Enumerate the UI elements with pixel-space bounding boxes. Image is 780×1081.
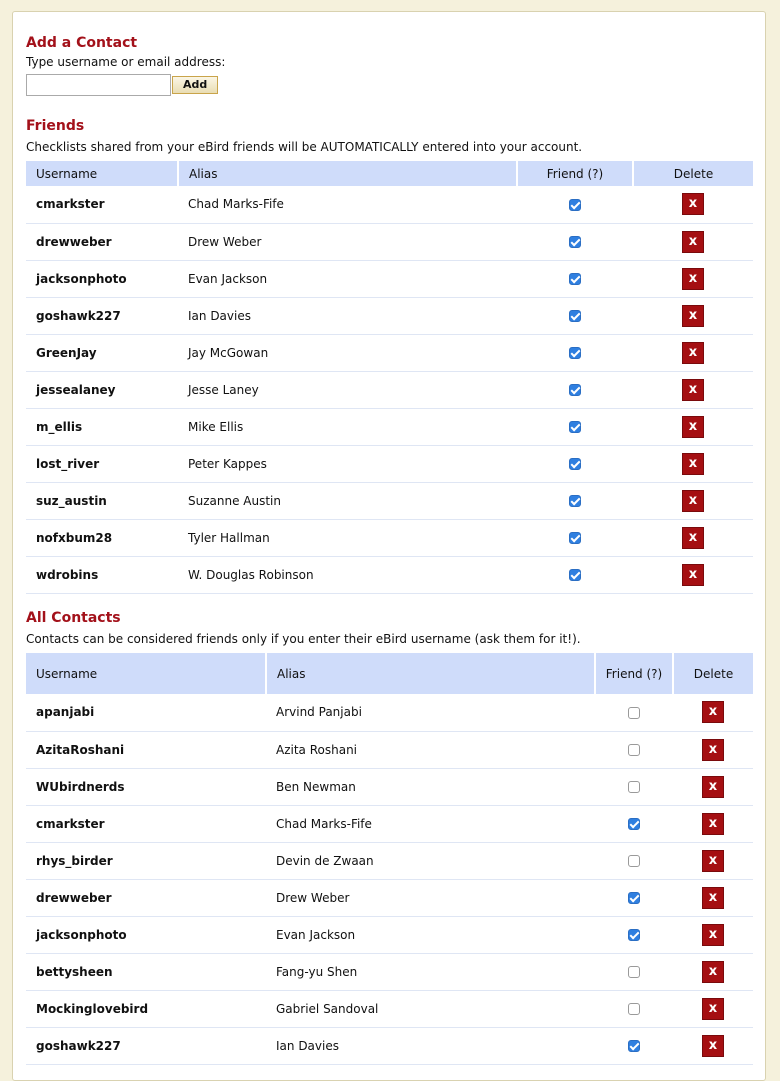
alias-cell: Peter Kappes	[178, 445, 517, 482]
friend-cell	[517, 334, 633, 371]
friend-checkbox[interactable]	[628, 1003, 640, 1015]
friend-cell	[595, 990, 673, 1027]
delete-cell	[633, 408, 753, 445]
friend-checkbox[interactable]	[569, 273, 581, 285]
friend-checkbox[interactable]	[569, 310, 581, 322]
friend-cell	[517, 408, 633, 445]
friend-cell	[595, 805, 673, 842]
friend-cell	[517, 482, 633, 519]
friend-cell	[517, 186, 633, 223]
friends-description: Checklists shared from your eBird friends will be AUTOMATICALLY entered into your account.	[26, 140, 583, 154]
username-cell: rhys_birder	[26, 842, 266, 879]
friend-checkbox[interactable]	[569, 495, 581, 507]
contacts-panel	[12, 11, 766, 1081]
delete-cell	[633, 445, 753, 482]
friend-cell	[595, 731, 673, 768]
delete-button[interactable]: x	[682, 305, 704, 327]
alias-cell: W. Douglas Robinson	[178, 556, 517, 593]
username-cell: jacksonphoto	[26, 260, 178, 297]
delete-cell	[673, 694, 753, 731]
all-contacts-header-username[interactable]: Username	[26, 653, 266, 694]
friend-checkbox[interactable]	[569, 236, 581, 248]
delete-button[interactable]: x	[702, 813, 724, 835]
table-row	[26, 519, 753, 556]
alias-cell: Drew Weber	[266, 879, 595, 916]
friend-checkbox[interactable]	[628, 855, 640, 867]
table-row	[26, 1027, 753, 1064]
alias-cell: Drew Weber	[178, 223, 517, 260]
username-cell: cmarkster	[26, 805, 266, 842]
delete-cell	[673, 731, 753, 768]
table-row	[26, 445, 753, 482]
delete-cell	[673, 879, 753, 916]
delete-button[interactable]: x	[702, 998, 724, 1020]
table-row	[26, 556, 753, 593]
add-contact-title: Add a Contact	[26, 35, 138, 51]
delete-cell	[633, 297, 753, 334]
friend-cell	[595, 879, 673, 916]
alias-cell: Arvind Panjabi	[266, 694, 595, 731]
alias-cell: Jay McGowan	[178, 334, 517, 371]
delete-button[interactable]: x	[682, 416, 704, 438]
alias-cell: Azita Roshani	[266, 731, 595, 768]
friend-checkbox[interactable]	[628, 929, 640, 941]
alias-cell: Suzanne Austin	[178, 482, 517, 519]
delete-cell	[673, 805, 753, 842]
add-contact-row	[26, 74, 225, 96]
friends-header-username[interactable]: Username	[26, 161, 178, 186]
friend-checkbox[interactable]	[628, 892, 640, 904]
delete-cell	[633, 186, 753, 223]
friend-cell	[595, 953, 673, 990]
add-contact-instructions: Type username or email address:	[26, 55, 226, 69]
all-contacts-table	[26, 653, 753, 1065]
delete-cell	[633, 371, 753, 408]
delete-cell	[633, 482, 753, 519]
delete-button[interactable]: x	[702, 961, 724, 983]
table-row	[26, 731, 753, 768]
delete-cell	[673, 842, 753, 879]
friend-cell	[595, 842, 673, 879]
friend-cell	[517, 260, 633, 297]
table-row	[26, 990, 753, 1027]
delete-button[interactable]: x	[682, 379, 704, 401]
alias-cell: Tyler Hallman	[178, 519, 517, 556]
all-contacts-title: All Contacts	[26, 610, 121, 626]
delete-button[interactable]: x	[682, 527, 704, 549]
delete-button[interactable]: x	[682, 490, 704, 512]
delete-button[interactable]: x	[682, 342, 704, 364]
friend-checkbox[interactable]	[569, 421, 581, 433]
username-cell: apanjabi	[26, 694, 266, 731]
all-contacts-header-friend[interactable]: Friend (?)	[595, 653, 673, 694]
friend-cell	[517, 445, 633, 482]
alias-cell: Chad Marks-Fife	[266, 805, 595, 842]
table-row	[26, 768, 753, 805]
delete-cell	[633, 519, 753, 556]
delete-button[interactable]: x	[682, 268, 704, 290]
friend-cell	[517, 223, 633, 260]
delete-cell	[673, 990, 753, 1027]
username-cell: AzitaRoshani	[26, 731, 266, 768]
friend-checkbox[interactable]	[628, 744, 640, 756]
username-cell: drewweber	[26, 223, 178, 260]
username-cell: goshawk227	[26, 1027, 266, 1064]
delete-button[interactable]: x	[702, 1035, 724, 1057]
delete-cell	[633, 260, 753, 297]
alias-cell: Mike Ellis	[178, 408, 517, 445]
friends-header-alias[interactable]: Alias	[178, 161, 517, 186]
delete-button[interactable]: x	[682, 193, 704, 215]
alias-cell: Chad Marks-Fife	[178, 186, 517, 223]
friend-cell	[517, 297, 633, 334]
add-contact-section	[26, 35, 225, 96]
delete-cell	[673, 953, 753, 990]
table-row	[26, 297, 753, 334]
friends-header-row	[26, 161, 753, 186]
username-cell: Mockinglovebird	[26, 990, 266, 1027]
friend-checkbox[interactable]	[569, 569, 581, 581]
alias-cell: Devin de Zwaan	[266, 842, 595, 879]
table-row	[26, 805, 753, 842]
alias-cell: Gabriel Sandoval	[266, 990, 595, 1027]
delete-button[interactable]: x	[702, 850, 724, 872]
friend-cell	[517, 556, 633, 593]
friend-cell	[595, 1027, 673, 1064]
friend-checkbox[interactable]	[628, 966, 640, 978]
alias-cell: Evan Jackson	[266, 916, 595, 953]
username-cell: nofxbum28	[26, 519, 178, 556]
alias-cell: Jesse Laney	[178, 371, 517, 408]
table-row	[26, 842, 753, 879]
username-cell: jacksonphoto	[26, 916, 266, 953]
username-cell: suz_austin	[26, 482, 178, 519]
delete-cell	[673, 768, 753, 805]
friend-checkbox[interactable]	[569, 347, 581, 359]
delete-cell	[633, 223, 753, 260]
friend-checkbox[interactable]	[569, 199, 581, 211]
friend-checkbox[interactable]	[628, 707, 640, 719]
alias-cell: Ian Davies	[266, 1027, 595, 1064]
table-row	[26, 223, 753, 260]
friend-checkbox[interactable]	[569, 384, 581, 396]
table-row	[26, 482, 753, 519]
all-contacts-header-alias[interactable]: Alias	[266, 653, 595, 694]
delete-button[interactable]: x	[702, 887, 724, 909]
add-button[interactable]: Add	[172, 76, 218, 94]
table-row	[26, 953, 753, 990]
delete-button[interactable]: x	[682, 453, 704, 475]
friend-checkbox[interactable]	[569, 532, 581, 544]
delete-button[interactable]: x	[702, 776, 724, 798]
friend-cell	[517, 371, 633, 408]
alias-cell: Fang-yu Shen	[266, 953, 595, 990]
friend-checkbox[interactable]	[628, 818, 640, 830]
username-cell: GreenJay	[26, 334, 178, 371]
username-cell: jessealaney	[26, 371, 178, 408]
delete-button[interactable]: x	[682, 231, 704, 253]
friend-cell	[595, 768, 673, 805]
delete-cell	[673, 1027, 753, 1064]
username-cell: lost_river	[26, 445, 178, 482]
friend-checkbox[interactable]	[569, 458, 581, 470]
username-cell: WUbirdnerds	[26, 768, 266, 805]
friend-checkbox[interactable]	[628, 781, 640, 793]
alias-cell: Ben Newman	[266, 768, 595, 805]
table-row	[26, 186, 753, 223]
table-row	[26, 334, 753, 371]
friend-cell	[517, 519, 633, 556]
username-cell: bettysheen	[26, 953, 266, 990]
add-contact-input[interactable]	[26, 74, 171, 96]
alias-cell: Ian Davies	[178, 297, 517, 334]
all-contacts-header-delete: Delete	[673, 653, 753, 694]
table-row	[26, 408, 753, 445]
friends-title: Friends	[26, 118, 85, 134]
username-cell: wdrobins	[26, 556, 178, 593]
all-contacts-description: Contacts can be considered friends only if you enter their eBird username (ask them for it!).	[26, 632, 581, 646]
table-row	[26, 879, 753, 916]
friends-header-friend[interactable]: Friend (?)	[517, 161, 633, 186]
username-cell: goshawk227	[26, 297, 178, 334]
table-row	[26, 694, 753, 731]
username-cell: drewweber	[26, 879, 266, 916]
delete-button[interactable]: x	[702, 739, 724, 761]
friends-table	[26, 161, 753, 594]
alias-cell: Evan Jackson	[178, 260, 517, 297]
delete-button[interactable]: x	[702, 701, 724, 723]
friend-cell	[595, 916, 673, 953]
all-contacts-header-row	[26, 653, 753, 694]
delete-button[interactable]: x	[682, 564, 704, 586]
delete-button[interactable]: x	[702, 924, 724, 946]
delete-cell	[633, 334, 753, 371]
username-cell: m_ellis	[26, 408, 178, 445]
table-row	[26, 916, 753, 953]
username-cell: cmarkster	[26, 186, 178, 223]
friend-checkbox[interactable]	[628, 1040, 640, 1052]
delete-cell	[633, 556, 753, 593]
friends-header-delete: Delete	[633, 161, 753, 186]
friend-cell	[595, 694, 673, 731]
table-row	[26, 260, 753, 297]
table-row	[26, 371, 753, 408]
delete-cell	[673, 916, 753, 953]
